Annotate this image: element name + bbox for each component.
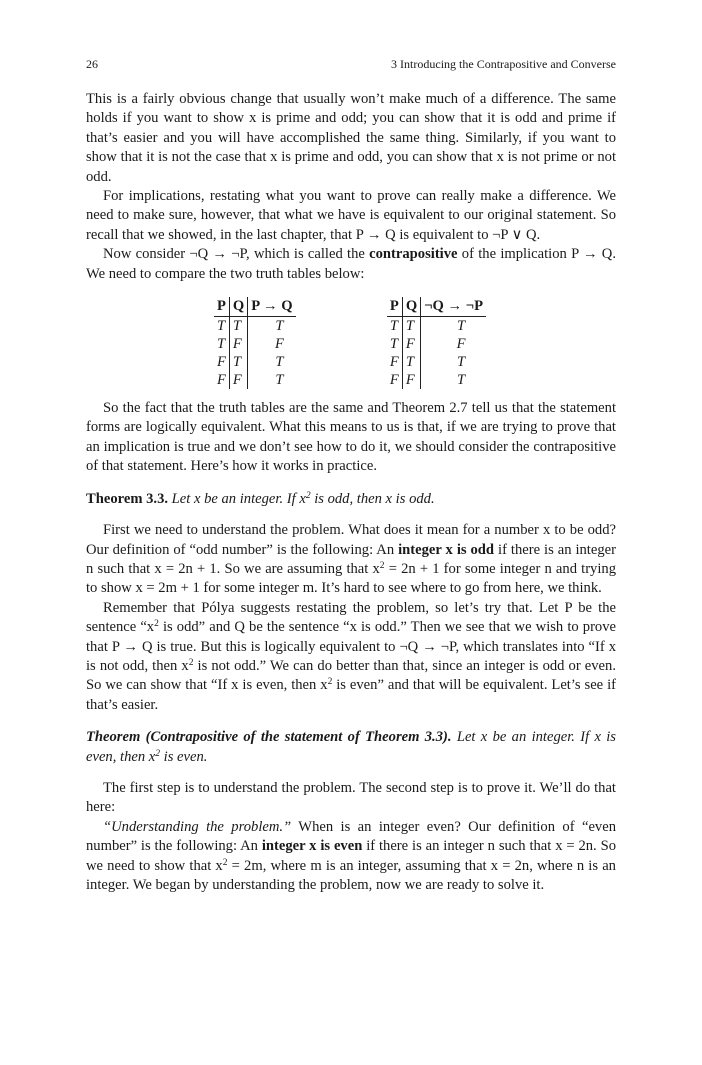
page-number: 26 [86, 57, 98, 71]
table-row: T F F [387, 335, 486, 353]
table-header: Q [229, 297, 247, 317]
table-row: F F T [214, 371, 296, 389]
paragraph-5: First we need to understand the problem. What does it mean for a number x to be odd? Our definition of “odd number” is the following: An integer x is odd if there is an integer n such that x = 2n + 1. So we are assuming that $x^2 = 2n + 1$ for some integer n and trying to show x = 2m + 1 for some integer m. It’s hard to see where to go from here, we think. [86, 522, 617, 597]
definition-even: integer x is even [261, 838, 363, 855]
table-header: ¬Q → ¬P [421, 297, 486, 317]
table-header: P [214, 297, 229, 317]
truth-table-implication [214, 297, 296, 389]
truth-tables [86, 297, 616, 389]
paragraph-3: Now consider ¬Q → ¬P, which is called the contrapositive of the implication P → Q. We need to compare the two truth tables below: [86, 246, 616, 282]
paragraph-1: This is a fairly obvious change that usually won’t make much of a difference. The same holds if you want to show x is prime and odd; you can show that it is odd and prime if that’s easier and you will have accomplished the same thing. Similarly, if you want to show that it is not the case that x is prime and odd, you can show that x is not prime or not odd. [86, 91, 616, 185]
table-header: P → Q [248, 297, 296, 317]
paragraph-7: The first step is to understand the problem. The second step is to prove it. We’ll do that here: [86, 779, 616, 816]
table-row: T T T [214, 317, 296, 336]
table-row: T T T [387, 317, 486, 336]
table-row: T F F [214, 335, 296, 353]
paragraph-6: Remember that Pólya suggests restating the problem, so let’s try that. Let P be the sentence “$x^2$ is odd” and Q be the sentence “x is odd.” Then we see that we wish to prove that P → Q is true. But this is logically equivalent to ¬Q → ¬P, which translates into “If x is not odd, then $x^2$ is not odd.” We can do better than that, since an integer is odd or even. So we can show that “If x is even, then $x^2$ is even” and that will be equivalent. Let’s see if that’s easier. [86, 599, 616, 713]
paragraph-4: So the fact that the truth tables are the same and Theorem 2.7 tell us that the statement forms are logically equivalent. What this means to us is that, if we are trying to prove that an implication is true and we don’t see how to do it, we should consider the contrapositive of that statement. Here’s how it works in practice. [86, 400, 616, 475]
table-row: F F T [387, 371, 486, 389]
paragraph-2: For implications, restating what you want to prove can really make a difference. We need to make sure, however, that what we have is equivalent to our original statement. So recall that we showed, in the last chapter, that P → Q is equivalent to ¬P ∨ Q. [86, 188, 616, 243]
body-text [86, 90, 616, 895]
running-title: 3 Introducing the Contrapositive and Converse [391, 57, 616, 71]
paragraph-8: “Understanding the problem.” When is an integer even? Our definition of “even number” is the following: An integer x is even if there is an integer n such that x = 2n. So we need to show that $x^2 = 2m$, where m is an integer, assuming that x = 2n, where n is an integer. We began by understanding the problem, now we are ready to solve it. [86, 818, 617, 893]
running-header [86, 57, 616, 72]
table-header: P [387, 297, 402, 317]
definition-odd: integer x is odd [398, 541, 495, 558]
theorem-label: Theorem 3.3. [86, 490, 169, 507]
table-header: Q [402, 297, 420, 317]
table-row: F T T [214, 353, 296, 371]
truth-table-contrapositive [387, 297, 486, 389]
term-contrapositive: contrapositive [369, 246, 458, 263]
theorem-3-3: Theorem 3.3. Let x be an integer. If $x^2$ is odd, then x is odd. [86, 490, 435, 507]
theorem-label: Theorem (Contrapositive of the statement of Theorem 3.3). [86, 729, 452, 746]
theorem-contrapositive: Theorem (Contrapositive of the statement of Theorem 3.3). Let x be an integer. If x is even, then $x^2$ is even. [86, 729, 616, 765]
table-row: F T T [387, 353, 486, 371]
